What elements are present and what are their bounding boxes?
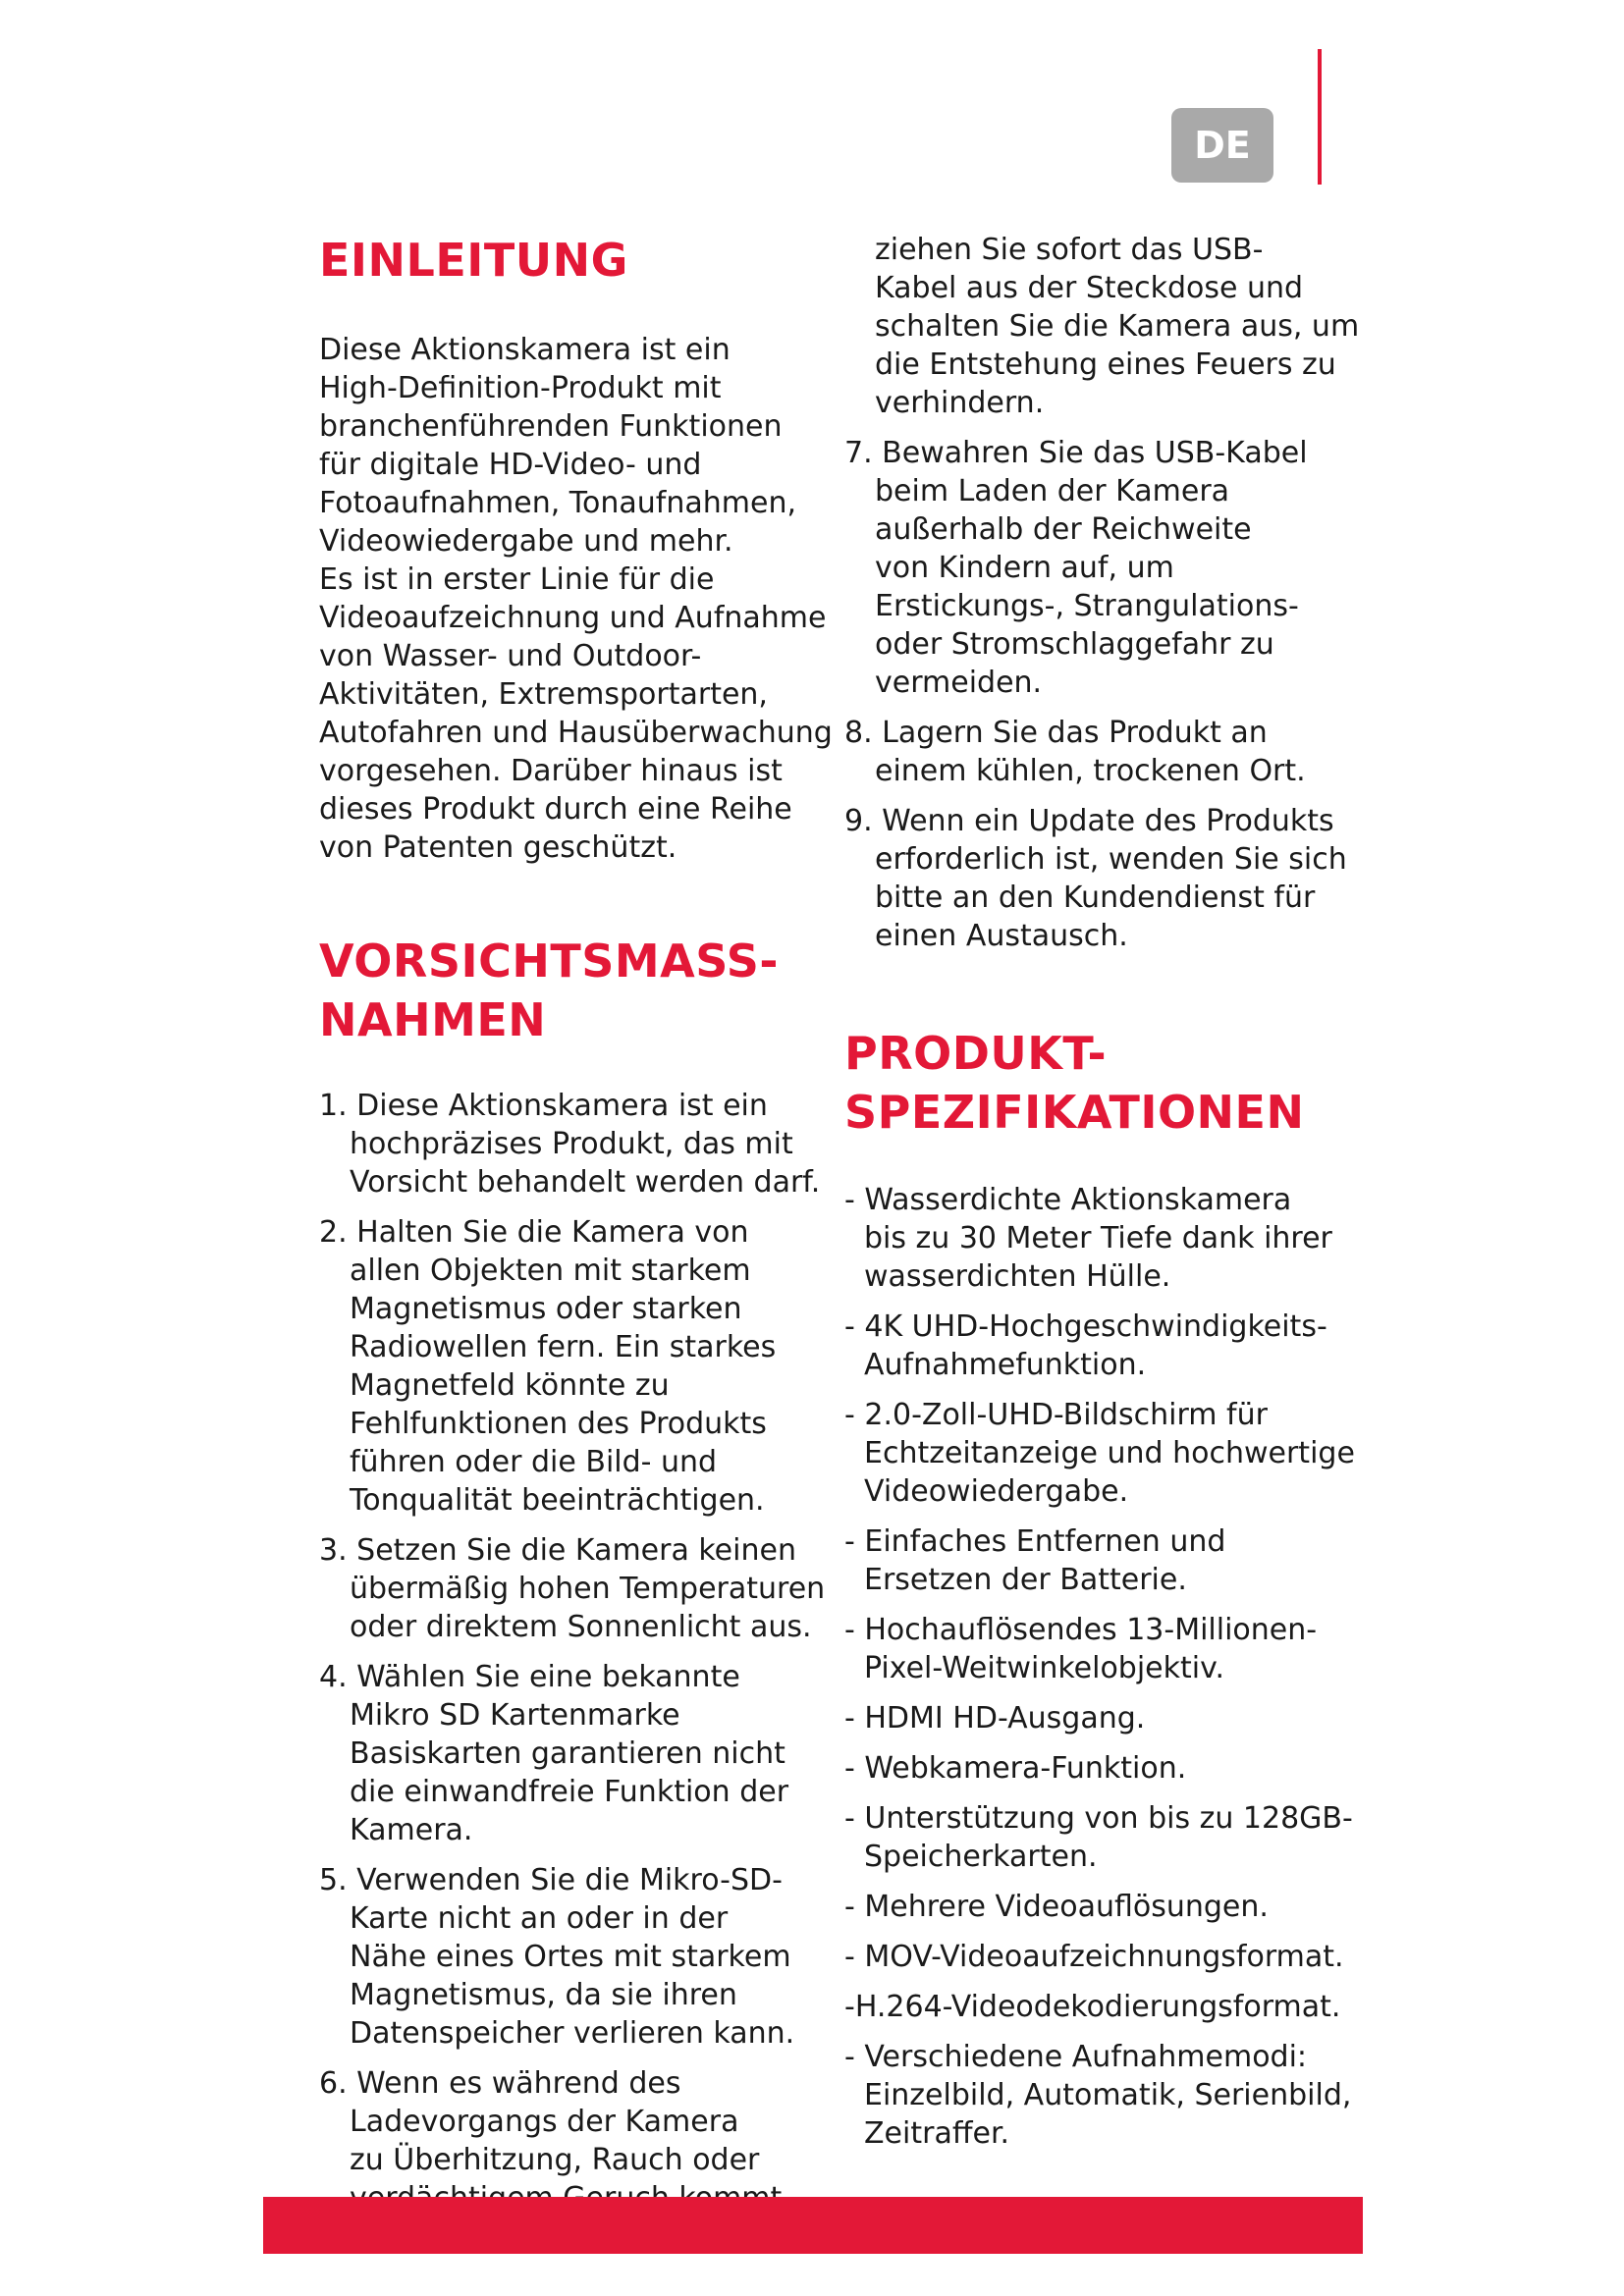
paragraph-line: verhindern.	[875, 386, 1045, 420]
accent-vertical-line	[1318, 49, 1322, 185]
spec-item: - MOV-Videoaufzeichnungsformat.	[844, 1940, 1344, 1974]
paragraph-line: Fotoaufnahmen, Tonaufnahmen,	[319, 486, 796, 520]
precaution-item-4: 4. Wählen Sie eine bekannte Mikro SD Kartenmarke Basiskarten garantieren nicht die einwandfreie Funktion der Kamera.	[319, 1660, 789, 1847]
left-column	[319, 231, 833, 2229]
spec-item: -H.264-Videodekodierungsformat.	[844, 1990, 1341, 2024]
heading-line: NAHMEN	[319, 993, 547, 1046]
heading-line: EINLEITUNG	[319, 234, 628, 287]
precaution-item-3: 3. Setzen Sie die Kamera keinen übermäßig hohen Temperaturen oder direktem Sonnenlicht aus.	[319, 1533, 826, 1644]
spec-item: - Webkamera-Funktion.	[844, 1751, 1187, 1786]
paragraph-line: Aktivitäten, Extremsportarten,	[319, 677, 768, 712]
spec-item: - Einfaches Entfernen und Ersetzen der Batterie.	[844, 1524, 1226, 1597]
precaution-6-continued	[844, 231, 1360, 422]
paragraph-line: ziehen Sie sofort das USB-	[875, 233, 1264, 267]
heading-line: PRODUKT-	[844, 1027, 1108, 1080]
precaution-item-9: 9. Wenn ein Update des Produkts erforderlich ist, wenden Sie sich bitte an den Kundendienst für einen Austausch.	[844, 804, 1347, 953]
precautions-heading	[319, 932, 810, 1049]
spec-item: - HDMI HD-Ausgang.	[844, 1701, 1146, 1735]
precaution-item-1: 1. Diese Aktionskamera ist ein hochpräzises Produkt, das mit Vorsicht behandelt werden darf.	[319, 1089, 821, 1200]
spec-item: - 4K UHD-Hochgeschwindigkeits- Aufnahmefunktion.	[844, 1309, 1327, 1382]
language-badge: DE	[1171, 108, 1273, 183]
right-column	[844, 231, 1360, 2164]
paragraph-line: für digitale HD-Video- und	[319, 448, 702, 482]
paragraph-line: dieses Produkt durch eine Reihe	[319, 792, 792, 827]
footer-accent-bar	[263, 2197, 1363, 2254]
specs-heading	[844, 1024, 1335, 1142]
spec-item: - Wasserdichte Aktionskamera bis zu 30 Meter Tiefe dank ihrer wasserdichten Hülle.	[844, 1183, 1332, 1294]
spec-item: - 2.0-Zoll-UHD-Bildschirm für Echtzeitanzeige und hochwertige Videowiedergabe.	[844, 1398, 1355, 1509]
paragraph-line: von Wasser- und Outdoor-	[319, 639, 702, 673]
paragraph-line: branchenführenden Funktionen	[319, 409, 783, 444]
precaution-item-6: 6. Wenn es während des Ladevorgangs der Kamera zu Überhitzung, Rauch oder	[319, 2066, 760, 2177]
intro-heading	[319, 231, 810, 290]
spec-item: - Verschiedene Aufnahmemodi: Einzelbild, Automatik, Serienbild, Zeitraffer.	[844, 2040, 1352, 2151]
paragraph-line: Videowiedergabe und mehr.	[319, 524, 733, 559]
paragraph-line: High-Definition-Produkt mit	[319, 371, 722, 405]
paragraph-line: Kabel aus der Steckdose und	[875, 271, 1304, 305]
paragraph-line: Es ist in erster Linie für die	[319, 562, 715, 597]
heading-line: VORSICHTSMASS-	[319, 934, 779, 988]
spec-item: - Unterstützung von bis zu 128GB- Speicherkarten.	[844, 1801, 1353, 1874]
precaution-item-8: 8. Lagern Sie das Produkt an einem kühlen, trockenen Ort.	[844, 716, 1306, 788]
paragraph-line: von Patenten geschützt.	[319, 830, 677, 865]
spec-item: - Mehrere Videoauflösungen.	[844, 1890, 1269, 1924]
paragraph-line: die Entstehung eines Feuers zu	[875, 347, 1336, 382]
precaution-item-2: 2. Halten Sie die Kamera von allen Objekten mit starkem Magnetismus oder starken Radiowellen fern. Ein starkes Magnetfeld könnte zu Fehlfunktionen des Produkts führen oder die Bild- und Tonqualität beeinträchtigen.	[319, 1215, 777, 1518]
paragraph-line: Videoaufzeichnung und Aufnahme	[319, 601, 827, 635]
intro-paragraph	[319, 331, 833, 867]
precaution-item-5: 5. Verwenden Sie die Mikro-SD- Karte nicht an oder in der Nähe eines Ortes mit starkem Magnetismus, da sie ihren Datenspeicher verlieren kann.	[319, 1863, 795, 2051]
paragraph-line: Autofahren und Hausüberwachung	[319, 716, 833, 750]
precaution-item-7: 7. Bewahren Sie das USB-Kabel beim Laden der Kamera außerhalb der Reichweite von Kindern auf, um Erstickungs-, Strangulations- oder Stromschlaggefahr zu vermeiden.	[844, 436, 1308, 700]
precautions-list-continued	[844, 434, 1347, 955]
specs-list	[844, 1181, 1355, 2153]
spec-item: - Hochauflösendes 13-Millionen- Pixel-Weitwinkelobjektiv.	[844, 1613, 1318, 1685]
precautions-list	[319, 1087, 826, 2217]
paragraph-line: vorgesehen. Darüber hinaus ist	[319, 754, 783, 788]
heading-line: SPEZIFIKATIONEN	[844, 1086, 1305, 1139]
paragraph-line: schalten Sie die Kamera aus, um	[875, 309, 1360, 344]
paragraph-line: Diese Aktionskamera ist ein	[319, 333, 731, 367]
